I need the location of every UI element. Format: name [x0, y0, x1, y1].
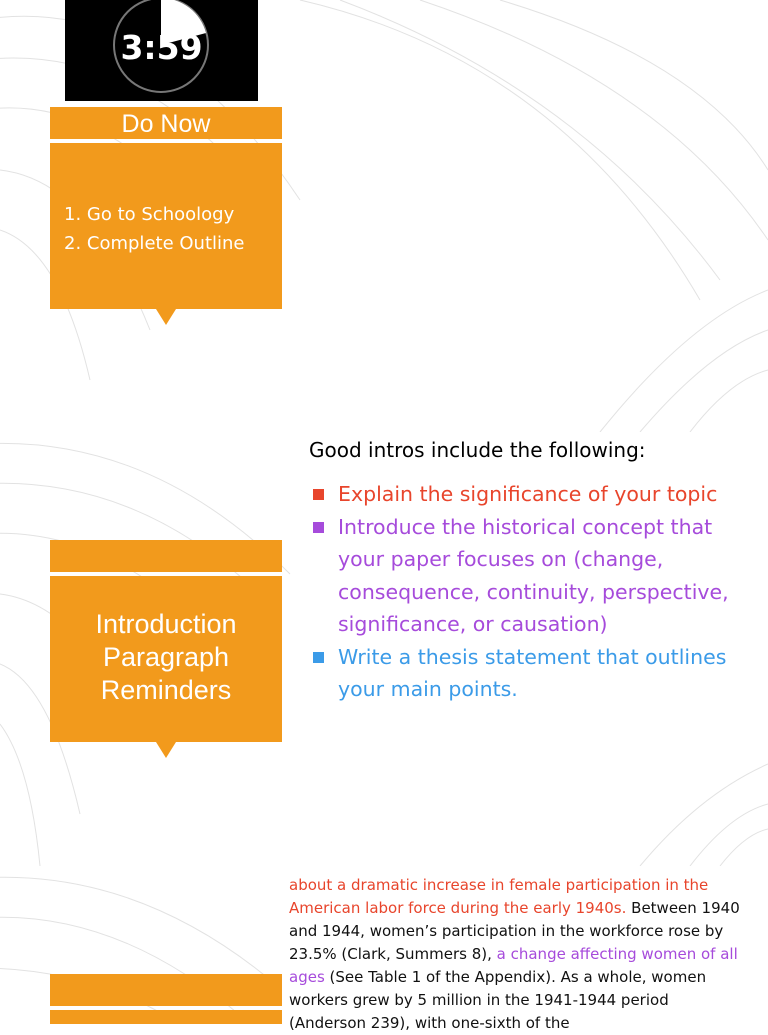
list-item: [313, 478, 753, 511]
title-line: Introduction: [95, 609, 237, 639]
slide-do-now: [0, 0, 768, 432]
list-item: 1. Go to Schoology: [64, 204, 235, 225]
list-item: 2. Complete Outline: [64, 233, 245, 254]
essay-paragraph: [289, 874, 749, 1035]
slide-title: [50, 608, 282, 707]
bullet-text: Write a thesis statement that outlines your main points.: [338, 644, 727, 701]
paragraph-text: (See Table 1 of the Appendix). As a whole, women workers grew by 5 million in the 1941-1944 period (Anderson 239), with one-sixth of the: [289, 968, 707, 1032]
square-bullet-icon: [313, 652, 324, 663]
square-bullet-icon: [313, 489, 324, 500]
paragraph-text: Between 1940 and 1944, women’s participation in the workforce rose by 23.5% (Clark, Summers 8),: [289, 899, 740, 963]
list-item: [313, 511, 753, 641]
panel-pointer: [156, 309, 176, 325]
countdown-timer: [65, 0, 258, 101]
title-line: Paragraph: [102, 642, 230, 672]
list-item: [313, 641, 753, 706]
bullet-text: Explain the significance of your topic: [338, 482, 718, 506]
title-bar: [50, 974, 282, 1006]
panel-pointer: [156, 742, 176, 758]
do-now-list: [64, 200, 244, 258]
title-panel: [50, 1010, 282, 1024]
slide-title: Do Now: [121, 110, 211, 138]
highlight-significance: about a dramatic increase in female participation in the American labor force during the early 1940s.: [289, 876, 709, 917]
bullet-text: Introduce the historical concept that your paper focuses on (change, consequence, continuity, perspective, significance, or causation): [338, 514, 729, 636]
highlight-concept: a change affecting women of all ages: [289, 945, 738, 986]
square-bullet-icon: [313, 522, 324, 533]
timer-readout: 3:59: [120, 28, 203, 67]
title-line: Reminders: [100, 675, 232, 705]
title-bar: [50, 540, 282, 572]
bullet-list: [313, 478, 753, 706]
bullet-heading: Good intros include the following:: [309, 438, 646, 462]
